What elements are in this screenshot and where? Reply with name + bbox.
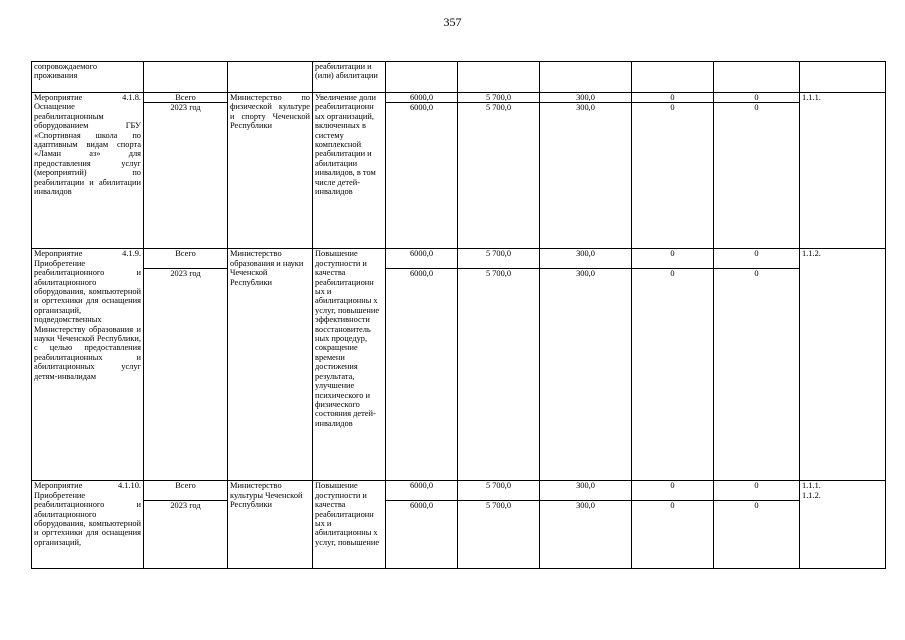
- indicator-cell: 1.1.1.: [800, 93, 886, 249]
- value-year-cell: 0: [714, 269, 800, 481]
- value-total-cell: 5 700,0: [458, 481, 540, 501]
- value-year-cell: 300,0: [540, 269, 632, 481]
- value-total-cell: 0: [632, 249, 714, 269]
- period-total-cell: Всего: [144, 249, 228, 269]
- page-number: 357: [443, 15, 462, 29]
- indicator-cell: [800, 62, 886, 93]
- value-year-cell: 0: [632, 103, 714, 249]
- executor-cell: Министерство культуры Чеченской Республики: [228, 481, 313, 569]
- value-cell: [540, 62, 632, 93]
- period-year-cell: 2023 год: [144, 269, 228, 481]
- value-total-cell: 6000,0: [386, 249, 458, 269]
- table-row: [32, 269, 886, 481]
- value-total-cell: 300,0: [540, 93, 632, 103]
- value-total-cell: 0: [714, 249, 800, 269]
- period-cell: [144, 62, 228, 93]
- value-year-cell: 300,0: [540, 501, 632, 569]
- table-row: [32, 481, 886, 501]
- value-total-cell: 5 700,0: [458, 249, 540, 269]
- value-total-cell: 5 700,0: [458, 93, 540, 103]
- value-year-cell: 5 700,0: [458, 269, 540, 481]
- executor-cell: Министерство образования и науки Чеченской Республики: [228, 249, 313, 481]
- goal-cell: Увеличение доли реабилитационн ых организаций, включенных в систему комплексной реабилитации и абилитации инвалидов, в том числе детей-инвалидов: [313, 93, 386, 249]
- value-year-cell: 300,0: [540, 103, 632, 249]
- value-year-cell: 0: [632, 501, 714, 569]
- executor-cell: Министерство по физической культуре и спорту Чеченской Республики: [228, 93, 313, 249]
- table-row-continuation: [32, 62, 886, 93]
- goal-cell: реабилитации и (или) абилитации: [313, 62, 386, 93]
- period-year-cell: 2023 год: [144, 501, 228, 569]
- value-total-cell: 300,0: [540, 481, 632, 501]
- value-total-cell: 6000,0: [386, 481, 458, 501]
- activity-name-cell: Мероприятие 4.1.10. Приобретение реабилитационного и абилитационного оборудования, компьютерной и оргтехники для оснащения организаций,: [32, 481, 144, 569]
- value-cell: [386, 62, 458, 93]
- table-row: [32, 501, 886, 569]
- value-year-cell: 5 700,0: [458, 501, 540, 569]
- period-total-cell: Всего: [144, 481, 228, 501]
- value-total-cell: 0: [714, 93, 800, 103]
- value-year-cell: 6000,0: [386, 269, 458, 481]
- value-year-cell: 6000,0: [386, 103, 458, 249]
- value-total-cell: 0: [632, 481, 714, 501]
- period-total-cell: Всего: [144, 93, 228, 103]
- indicator-cell: 1.1.1. 1.1.2.: [800, 481, 886, 569]
- value-cell: [458, 62, 540, 93]
- value-year-cell: 0: [714, 103, 800, 249]
- value-total-cell: 6000,0: [386, 93, 458, 103]
- value-year-cell: 0: [714, 501, 800, 569]
- value-year-cell: 5 700,0: [458, 103, 540, 249]
- goal-cell: Повышение доступности и качества реабилитационн ых и абилитационны х услуг, повышение эффективности восстановитель ных процедур, сокращение времени достижения результата, улучшение психического и физического состояния детей-инвалидов: [313, 249, 386, 481]
- table-row: [32, 103, 886, 249]
- indicator-cell: 1.1.2.: [800, 249, 886, 481]
- activity-name-cell: Мероприятие 4.1.8. Оснащение реабилитационным оборудованием ГБУ «Спортивная школа по адаптивным видам спорта «Ламан аз» для предоставления услуг (мероприятий) по реабилитации и абилитации инвалидов: [32, 93, 144, 249]
- value-cell: [632, 62, 714, 93]
- value-total-cell: 0: [632, 93, 714, 103]
- table-row: [32, 93, 886, 103]
- goal-cell: Повышение доступности и качества реабилитационн ых и абилитационны х услуг, повышение: [313, 481, 386, 569]
- activity-name-cell: сопровождаемого проживания: [32, 62, 144, 93]
- period-year-cell: 2023 год: [144, 103, 228, 249]
- value-total-cell: 0: [714, 481, 800, 501]
- value-total-cell: 300,0: [540, 249, 632, 269]
- executor-cell: [228, 62, 313, 93]
- table-row: [32, 249, 886, 269]
- program-table: [31, 61, 886, 569]
- value-year-cell: 6000,0: [386, 501, 458, 569]
- value-cell: [714, 62, 800, 93]
- value-year-cell: 0: [632, 269, 714, 481]
- activity-name-cell: Мероприятие 4.1.9. Приобретение реабилитационного и абилитационного оборудования, компьютерной и оргтехники для оснащения организаций, подведомственных Министерству образования и науки Чеченской Республики, с целью предоставления реабилитационных и абилитационных услуг детям-инвалидам: [32, 249, 144, 481]
